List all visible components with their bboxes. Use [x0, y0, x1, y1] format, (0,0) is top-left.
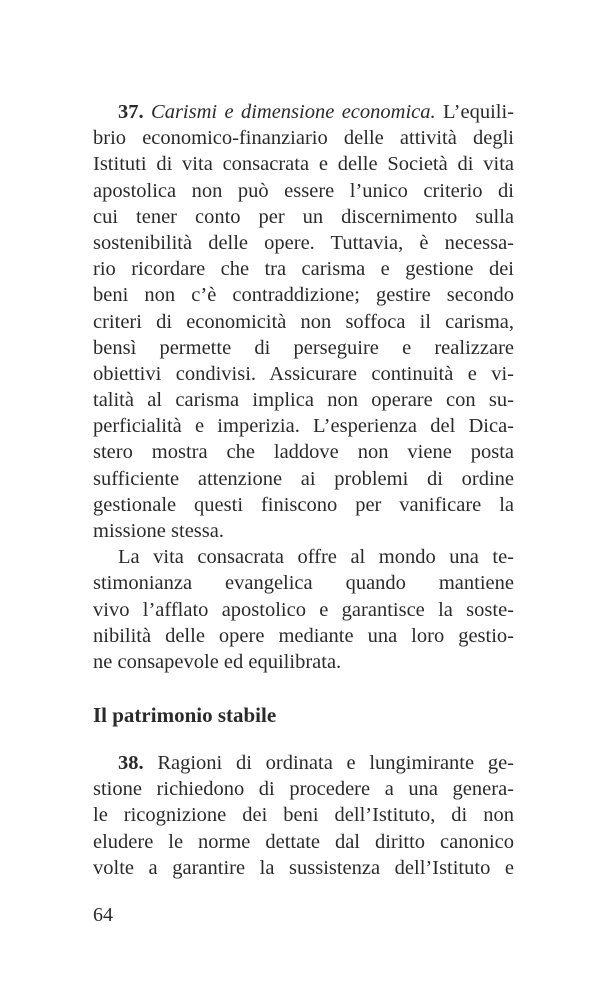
text-line: missione stessa.	[93, 520, 224, 542]
text-line: rio ricordare che tra carisma e gestione dei	[93, 258, 514, 281]
section-title: Carismi e dimensione economica.	[151, 101, 436, 123]
text-line: obiettivi condivisi. Assicurare continuità e vi-	[93, 362, 514, 385]
section-38	[93, 750, 514, 881]
text-line: sostenibilità delle opere. Tuttavia, è necessa-	[93, 231, 514, 254]
section-38-first-line: 38. Ragioni di ordinata e lungimirante ge-	[118, 752, 514, 774]
text-line: gestionale questi finiscono per vanificare la	[93, 493, 514, 516]
text-line: le ricognizione dei beni dell’Istituto, di non	[93, 804, 514, 827]
text-line: La vita consacrata offre al mondo una te-	[118, 546, 514, 569]
text-line: stimonianza evangelica quando mantiene	[93, 572, 514, 595]
section-heading: Il patrimonio stabile	[93, 703, 277, 727]
text-line: criteri di economicità non soffoca il carisma,	[93, 310, 514, 333]
text-line: volte a garantire la sussistenza dell’Istituto e	[93, 856, 514, 879]
text-line: stione richiedono di procedere a una genera-	[93, 778, 514, 801]
text-line: bensì permette di perseguire e realizzare	[93, 336, 514, 359]
text-line: apostolica non può essere l’unico criterio di	[93, 179, 514, 202]
text-line: Istituti di vita consacrata e delle Società di vita	[93, 153, 514, 176]
text-line: nibilità delle opere mediante una loro gestio-	[93, 624, 514, 647]
text-line: perficialità e imperizia. L’esperienza del Dica-	[93, 415, 514, 438]
text-line: cui tener conto per un discernimento sulla	[93, 205, 514, 228]
section-37-first-line: 37. Carismi e dimensione economica. L’equili-	[118, 101, 515, 123]
text-line: talità al carisma implica non operare con su-	[93, 389, 514, 412]
section-37-paragraph-2	[93, 544, 514, 675]
text-line: ne consapevole ed equilibrata.	[93, 650, 342, 673]
section-number: 38.	[118, 752, 144, 774]
section-37	[93, 99, 514, 675]
section-38-body	[93, 776, 514, 881]
text-line: sufficiente attenzione ai problemi di ordine	[93, 467, 514, 490]
text-line: eludere le norme dettate dal diritto canonico	[93, 830, 514, 853]
text-line: stero mostra che laddove non viene posta	[93, 441, 514, 464]
text-line: beni non c’è contraddizione; gestire secondo	[93, 284, 514, 307]
section-37-body	[93, 125, 514, 544]
page-number: 64	[93, 904, 113, 926]
section-number: 37.	[118, 101, 144, 123]
text-line: vivo l’afflato apostolico e garantisce la soste-	[93, 598, 514, 621]
text-line: brio economico-finanziario delle attività degli	[93, 127, 514, 150]
